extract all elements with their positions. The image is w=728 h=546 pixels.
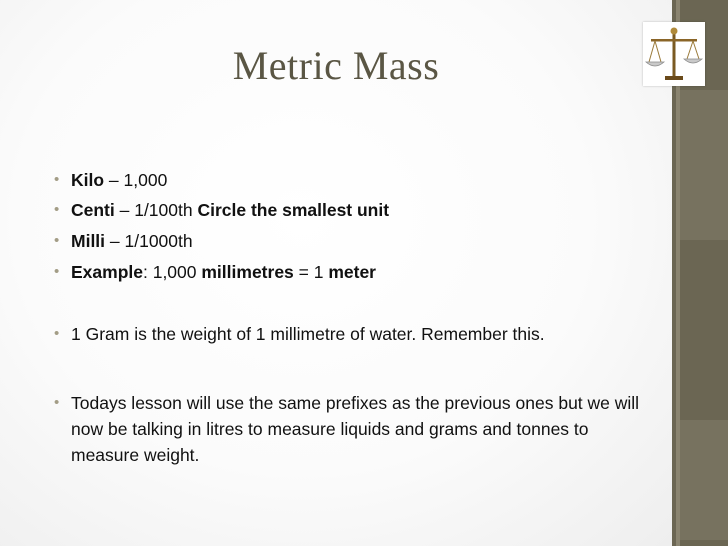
term-centi: Centi	[71, 200, 115, 220]
value-centi: – 1/100th	[114, 200, 198, 220]
value-kilo: – 1,000	[104, 170, 168, 190]
example-part-1: : 1,000	[142, 262, 202, 282]
bullet-item-gram-fact	[54, 321, 644, 347]
bullet-item-lesson-note	[54, 390, 644, 468]
term-example: Example	[71, 262, 143, 282]
example-part-2: = 1	[293, 262, 329, 282]
example-unit-meter: meter	[328, 262, 376, 282]
gram-fact-text: 1 Gram is the weight of 1 millimetre of water. Remember this.	[71, 324, 545, 344]
bullet-marker: •	[54, 263, 60, 280]
bullet-marker: •	[54, 201, 60, 218]
slide-title: Metric Mass	[232, 43, 440, 88]
term-milli: Milli	[71, 231, 106, 251]
bullet-item-centi	[54, 197, 644, 223]
bullet-item-example	[54, 259, 644, 285]
instruction-text: Circle the smallest unit	[197, 200, 390, 220]
bullet-item-kilo	[54, 167, 644, 193]
bullet-item-milli	[54, 228, 644, 254]
example-unit-millimetres: millimetres	[201, 262, 294, 282]
bullet-marker: •	[54, 171, 60, 188]
sidebar-segment	[680, 90, 728, 240]
lesson-note-text: Todays lesson will use the same prefixes as the previous ones but we will now be talking in litres to measure liquids and grams and tonnes to measure weight.	[71, 393, 640, 465]
bullet-marker: •	[54, 325, 60, 342]
sidebar-segment	[680, 420, 728, 540]
value-milli: – 1/1000th	[105, 231, 193, 251]
bullet-marker: •	[54, 232, 60, 249]
bullet-marker: •	[54, 394, 60, 411]
term-kilo: Kilo	[71, 170, 105, 190]
